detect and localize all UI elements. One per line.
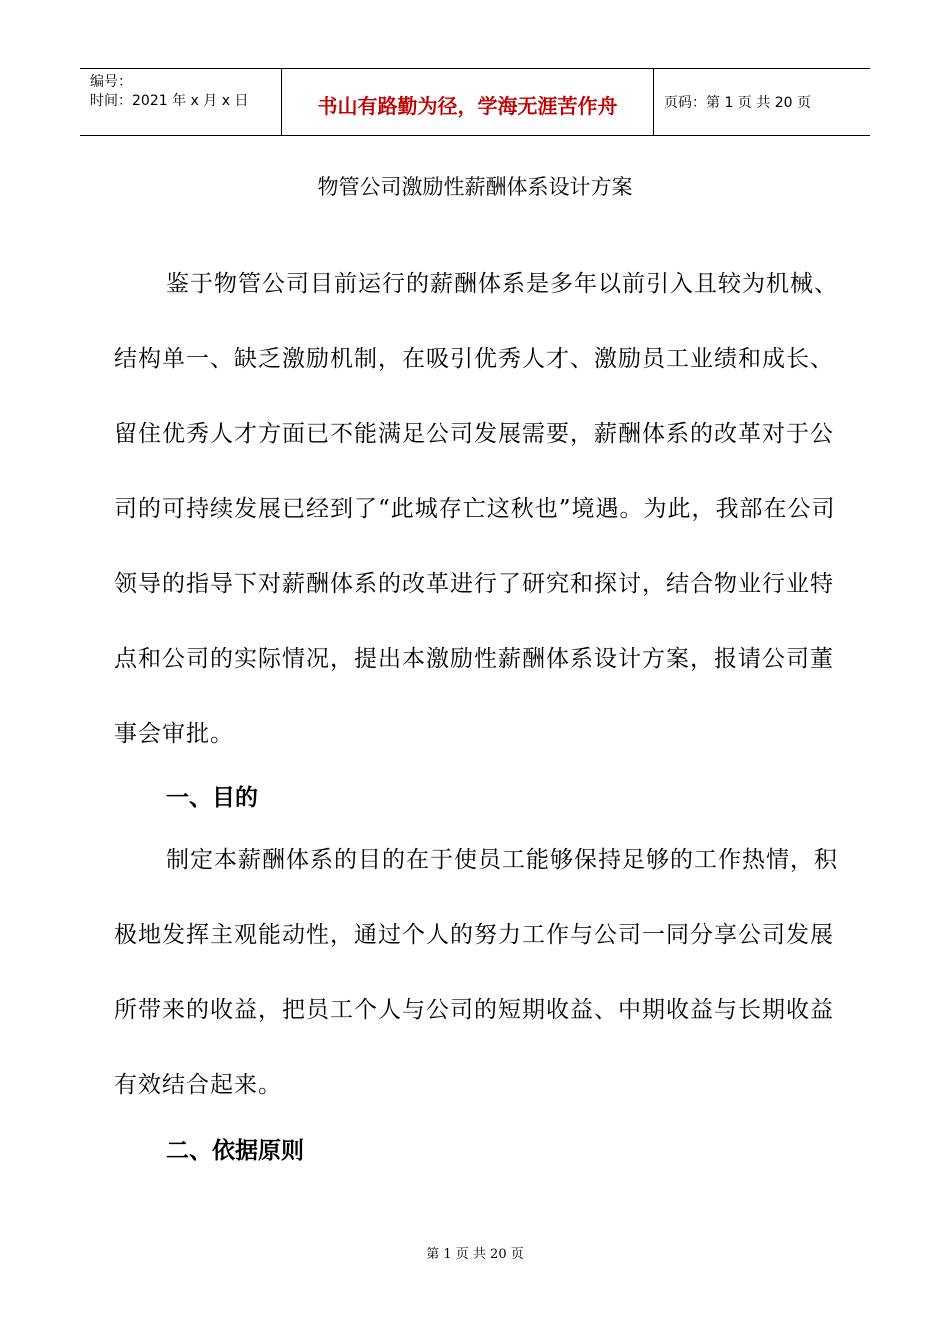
section-heading-purpose: 一、目的 (166, 785, 258, 811)
header-table (80, 68, 870, 136)
header-motto: 书山有路勤为径，学海无涯苦作舟 (317, 93, 618, 118)
document-date: 时间：2021 年 x 月 x 日 (90, 93, 249, 109)
page-footer: 第 1 页 共 20 页 (426, 1247, 524, 1262)
header-page-cell (654, 69, 870, 135)
header-page-code: 页码：第 1 页 共 20 页 (664, 95, 811, 111)
section-heading-principles: 二、依据原则 (166, 1138, 304, 1164)
header-meta-cell (80, 69, 282, 135)
header-motto-cell (282, 69, 654, 135)
purpose-paragraph: 制定本薪酬体系的目的在于使员工能够保持足够的工作热情，积极地发挥主观能动性，通过个人的努力工作与公司一同分享公司发展所带来的收益，把员工个人与公司的短期收益、中期收益与长期收益有效结合起来。 (114, 847, 838, 1098)
document-title: 物管公司激励性薪酬体系设计方案 (317, 175, 633, 199)
document-number-label: 编号： (90, 74, 132, 90)
intro-paragraph: 鉴于物管公司目前运行的薪酬体系是多年以前引入且较为机械、结构单一、缺乏激励机制，在吸引优秀人才、激励员工业绩和成长、留住优秀人才方面已不能满足公司发展需要，薪酬体系的改革对于公司的可持续发展已经到了“此城存亡这秋也”境遇。为此，我部在公司领导的指导下对薪酬体系的改革进行了研究和探讨，结合物业行业特点和公司的实际情况，提出本激励性薪酬体系设计方案，报请公司董事会审批。 (114, 271, 838, 747)
